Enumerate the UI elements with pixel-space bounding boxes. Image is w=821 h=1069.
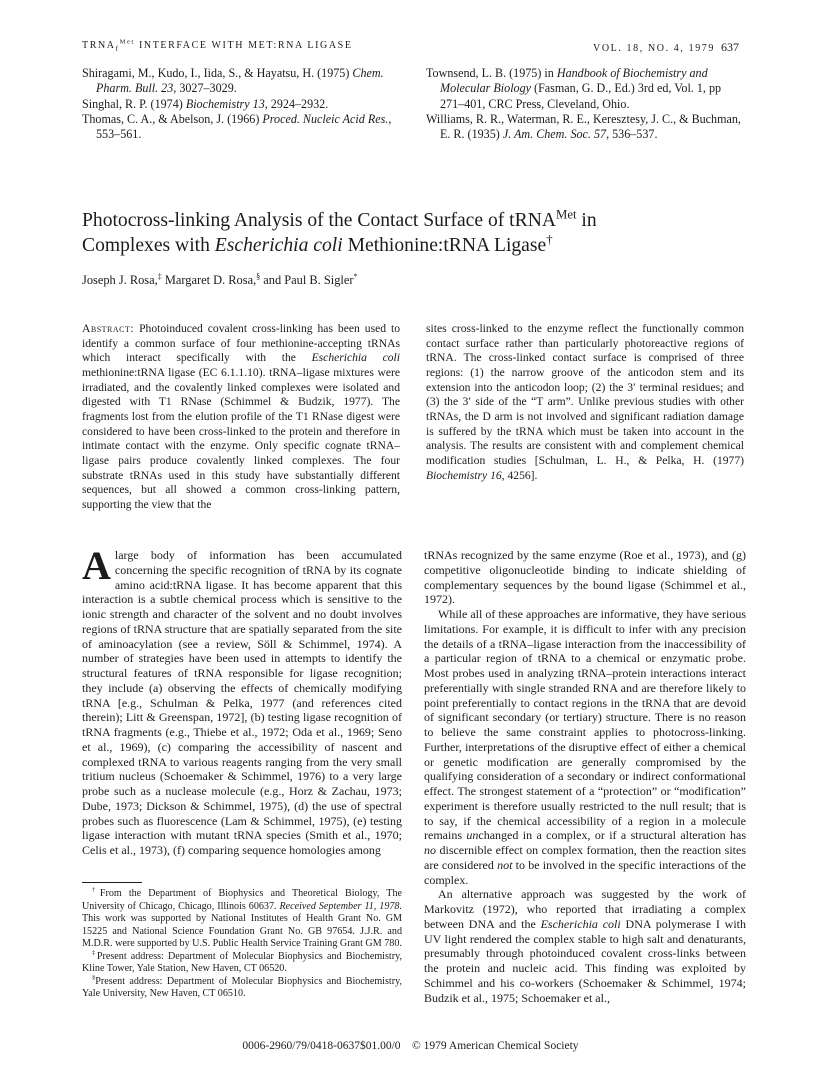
body-column-right — [424, 548, 746, 1005]
body-paragraph: tRNAs recognized by the same enzyme (Roe et al., 1973), and (g) competitive oligonucleotide binding to indicate shielding of complementary sequences by the bound ligase (Schimmel et al., 1972). — [424, 548, 746, 607]
author-list: Joseph J. Rosa,‡ Margaret D. Rosa,§ and Paul B. Sigler* — [82, 271, 358, 287]
reference-item: Williams, R. R., Waterman, R. E., Keresztesy, J. C., & Buchman, E. R. (1935) J. Am. Chem. Soc. 57, 536–537. — [426, 111, 741, 142]
body-column-left: A large body of information has been accumulated concerning the specific recognition of tRNA by its cognate amino acid:tRNA ligase. It has become apparent that this interaction is a subtle chemical process which is sensitive to the ionic strength and character of the solvent and no doubt involves regions of tRNA structure that are spatially separated from the site of aminoacylation (see a review, Söll & Schimmel, 1974). A number of strategies have been used in attempts to identify the structural features of tRNA responsible for ligase recognition; they include (a) observing the effects of chemically modifying tRNA [e.g., Schulman & Pelka, 1977 (and references cited therein); Litt & Greenspan, 1972], (b) testing ligase recognition of tRNA fragments (e.g., Thiebe et al., 1972; Oda et al., 1969; Seno et al., 1969), (c) comparing the accessibility of nascent and complexed tRNA to various reagents ranging from the very small tritium nucleus (Schoemaker & Schimmel, 1976) to a very large probe such as a nuclease molecule (e.g., Horz & Zachau, 1973; Dube, 1973; Dickson & Schimmel, 1975), (d) the use of spectral probes such as fluorescence (Lam & Schimmel, 1975), (e) testing ligase interaction with mutant tRNA species (Smith et al., 1970; Celis et al., 1973), (f) comparing sequence homologies among — [82, 543, 402, 857]
publication-code: 0006-2960/79/0418-0637$01.00/0 — [242, 1040, 401, 1052]
footnote: †From the Department of Biophysics and Theoretical Biology, The University of Chicago, Chicago, Illinois 60637. Received September 11, 1978. This work was supported by National Institutes of Health Grant No. GM 15225 and National Science Foundation Grant No. GB 97654. J.J.R. and M.D.R. were supported by U.S. Public Health Service Training Grant GM 780. — [82, 886, 403, 949]
body-paragraph: While all of these approaches are informative, they have serious limitations. For example, it is difficult to infer with any precision the details of a tRNA–ligase interaction from the inaccessibility of a particular region of tRNA to a chemical or enzymatic probe. Most probes used in analyzing tRNA–protein interactions interact preferentially with single stranded RNA and are therefore likely to point preferentially to contact regions in the tRNA that are devoid of significant secondary (or tertiary) structure. There is no reason to believe the same constraint applies to photocross-linking. Further, interpretations of the disruptive effect of either a chemical or genetic modification are generally compromised by the qualifying consideration of a secondary or indirect conformational effect. The strongest statement of a “protection” or “modification” experiment is therefore usually restricted to the null result; that is to say, if the chemical accessibility of a region in a molecule remains unchanged in a complex, or if a structural alteration has no discernible effect on complex formation, then the reaction sites are considered not to be involved in the specific interactions of the complex. — [424, 607, 746, 887]
volume-info: VOL. 18, NO. 4, 1979 637 — [593, 40, 739, 54]
running-head — [82, 40, 739, 56]
references-right — [426, 66, 744, 142]
footnote-rule — [82, 882, 142, 883]
abstract-left: Abstract: Photoinduced covalent cross-linking has been used to identify a common surface of four methionine-accepting tRNAs which interact specifically with the Escherichia coli methionine:tRNA ligase (EC 6.1.1.10). tRNA–ligase mixtures were irradiated, and the covalently linked complexes were isolated and digested with T1 RNase (Schimmel & Budzik, 1977). The fragments lost from the elution profile of the T1 RNase digest were considered to have been cross-linked to the protein and therefore in intimate contact with the enzyme. Only specific cognate tRNA–ligase pairs produce covalently linked complexes. The four substrate tRNAs used in this study have substantially different sequences, but all showed a common cross-linking pattern, supporting the view that the — [82, 322, 400, 511]
footnote: ‡Present address: Department of Molecular Biophysics and Biochemistry, Kline Tower, Yale Station, New Haven, CT 06520. — [82, 949, 402, 974]
author-name: and Paul B. Sigler — [260, 273, 354, 287]
references-left — [82, 66, 410, 142]
reference-item: Shiragami, M., Kudo, I., Iida, S., & Hayatsu, H. (1975) Chem. Pharm. Bull. 23, 3027–3029. — [82, 66, 384, 96]
reference-item: Singhal, R. P. (1974) Biochemistry 13, 2924–2932. — [82, 96, 329, 111]
footnotes — [82, 888, 402, 1001]
drop-cap: A — [82, 543, 111, 588]
article-title: Photocross-linking Analysis of the Contact Surface of tRNA$^{Met}$ in Complexes with Escherichia coli Methionine:tRNA Ligase† — [82, 207, 597, 256]
author-name: Margaret D. Rosa, — [161, 273, 257, 287]
body-paragraph: An alternative approach was suggested by the work of Markovitz (1972), who reported that irradiating a complex between DNA and the Escherichia coli DNA polymerase I with UV light rendered the complex stable to high salt and denaturants, presumably through photoinduced covalent cross-links between the protein and nucleic acid. This finding was exploited by Schimmel and his co-workers (Schoemaker & Schimmel, 1974; Budzik et al., 1975; Schoemaker et al., — [424, 887, 746, 1005]
footnote: §Present address: Department of Molecular Biophysics and Biochemistry, Yale University, New Haven, CT 06510. — [82, 974, 402, 999]
abstract-label: Abstract: — [82, 322, 135, 335]
reference-item: Townsend, L. B. (1975) in Handbook of Biochemistry and Molecular Biology (Fasman, G. D., Ed.) 3rd ed, Vol. 1, pp 271–401, CRC Press, Cleveland, Ohio. — [426, 66, 722, 111]
abstract-right: sites cross-linked to the enzyme reflect the functionally common contact surface rather than particularly photoreactive regions of tRNA. The cross-linked contact surface is comprised of three regions: (1) the narrow groove of the anticodon stem and its extension into the anticodon loop; (2) the 3′ terminal residues; and (3) the 3′ side of the “T arm”. Unlike previous studies with other tRNAs, the D arm is not involved and significant radiation damage is suffered by the tRNA which must be taken into account in the analysis. The results are consistent with and complement chemical modification studies [Schulman, L. H., & Pelka, H. (1977) Biochemistry 16, 4256]. — [426, 322, 744, 482]
running-title: $TRNA_f^{Met}$ INTERFACE WITH MET:RNA LIGASE — [82, 38, 353, 53]
reference-item: Thomas, C. A., & Abelson, J. (1966) Proced. Nucleic Acid Res., 553–561. — [82, 111, 392, 142]
page-footer — [0, 1040, 821, 1052]
copyright: © 1979 American Chemical Society — [412, 1040, 579, 1052]
author-name: Joseph J. Rosa, — [82, 273, 158, 287]
page-number: 637 — [721, 40, 739, 54]
